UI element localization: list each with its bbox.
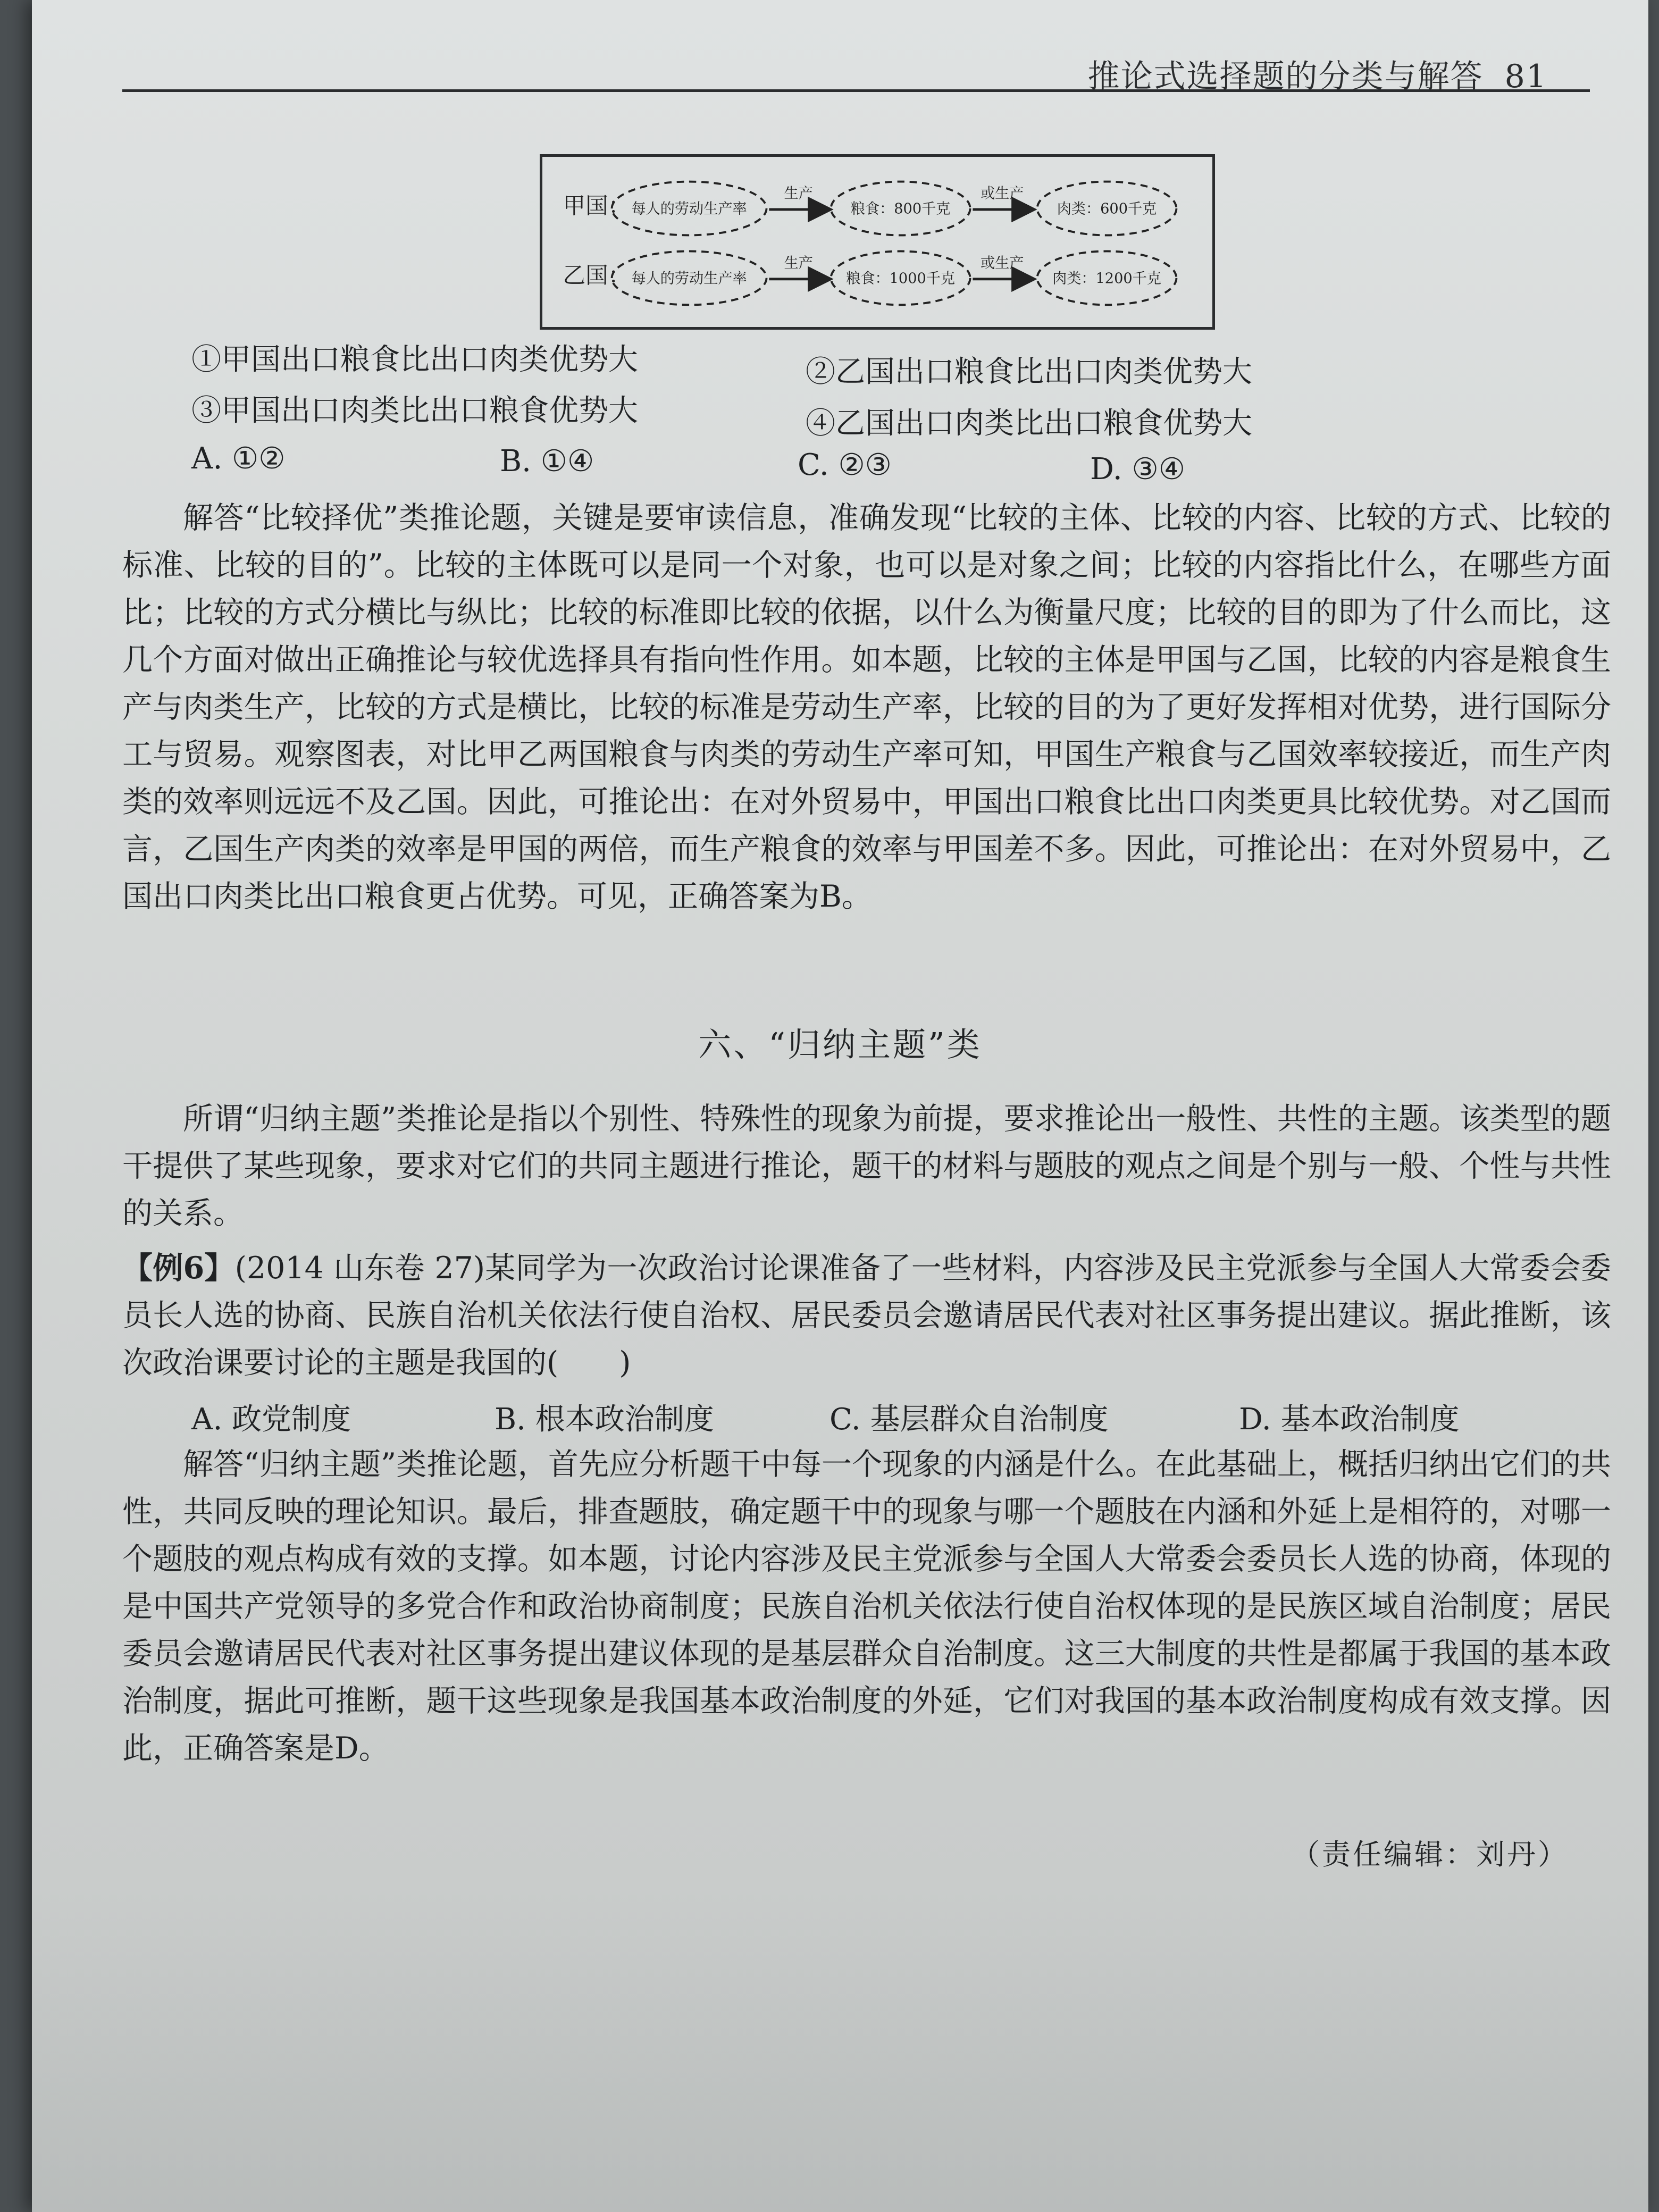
row2-target2: 肉类：1200千克	[1052, 270, 1161, 287]
page-shadow	[32, 1893, 1648, 2212]
row2-arrow2-label: 或生产	[980, 255, 1024, 272]
choice-a: A. ①②	[191, 441, 286, 476]
row1-arrow1-label: 生产	[784, 185, 813, 202]
example-options	[122, 1396, 1611, 1438]
example-option-b: B. 根本政治制度	[495, 1402, 714, 1437]
example-option-c: C. 基层群众自治制度	[830, 1402, 1109, 1437]
choice-d: D. ③④	[1090, 452, 1185, 487]
editor-note: （责任编辑：刘丹）	[1291, 1838, 1569, 1871]
header-title: 推论式选择题的分类与解答	[1087, 58, 1484, 95]
row1-source: 每人的劳动生产率	[631, 200, 747, 217]
row2-source: 每人的劳动生产率	[631, 270, 747, 287]
example-option-d: D. 基本政治制度	[1239, 1402, 1460, 1437]
production-diagram	[540, 154, 1215, 330]
book-page	[32, 0, 1648, 2212]
row2-arrow1-label: 生产	[784, 255, 813, 272]
statement-4: ④乙国出口肉类比出口粮食优势大	[806, 406, 1252, 441]
statement-3: ③甲国出口肉类比出口粮食优势大	[191, 393, 638, 428]
intro-paragraph: 所谓“归纳主题”类推论是指以个别性、特殊性的现象为前提，要求推论出一般性、共性的主题。该类型的题干提供了某些现象，要求对它们的共同主题进行推论，题干的材料与题肢的观点之间是个别与一般、个性与共性的关系。	[122, 1101, 1611, 1231]
row1-target2: 肉类：600千克	[1057, 200, 1157, 217]
answer-paragraph-2: 解答“归纳主题”类推论题，首先应分析题干中每一个现象的内涵是什么。在此基础上，概括归纳出它们的共性，共同反映的理论知识。最后，排查题肢，确定题干中的现象与哪一个题肢在内涵和外延上是相符的，对哪一个题肢的观点构成有效的支撑。如本题，讨论内容涉及民主党派参与全国人大常委会委员长人选的协商，体现的是中国共产党领导的多党合作和政治协商制度；民族自治机关依法行使自治权体现的是民族区域自治制度；居民委员会邀请居民代表对社区事务提出建议体现的是基层群众自治制度。这三大制度的共性是都属于我国的基本政治制度，据此可推断，题干这些现象是我国基本政治制度的外延，它们对我国的基本政治制度构成有效支撑。因此，正确答案是D。	[122, 1447, 1611, 1766]
choice-c: C. ②③	[798, 448, 892, 482]
statement-2: ②乙国出口粮食比出口肉类优势大	[806, 355, 1252, 389]
row2-country: 乙国：	[563, 262, 631, 289]
row1-country: 甲国：	[563, 192, 631, 220]
answer-choices	[191, 441, 1361, 487]
answer-paragraph-1: 解答“比较择优”类推论题，关键是要审读信息，准确发现“比较的主体、比较的内容、比较的方式、比较的标准、比较的目的”。比较的主体既可以是同一个对象，也可以是对象之间；比较的内容指比什么，在哪些方面比；比较的方式分横比与纵比；比较的标准即比较的依据，以什么为衡量尺度；比较的目的即为了什么而比，这几个方面对做出正确推论与较优选择具有指向性作用。如本题，比较的主体是甲国与乙国，比较的内容是粮食生产与肉类生产，比较的方式是横比，比较的标准是劳动生产率，比较的目的为了更好发挥相对优势，进行国际分工与贸易。观察图表，对比甲乙两国粮食与肉类的劳动生产率可知，甲国生产粮食与乙国效率较接近，而生产肉类的效率则远远不及乙国。因此，可推论出：在对外贸易中，甲国出口粮食比出口肉类更具比较优势。对乙国而言，乙国生产肉类的效率是甲国的两倍，而生产粮食的效率与甲国差不多。因此，可推论出：在对外贸易中，乙国出口肉类比出口粮食更占优势。可见，正确答案为B。	[122, 500, 1611, 914]
header-rule	[122, 89, 1590, 92]
row2-target1: 粮食：1000千克	[846, 270, 956, 287]
choice-b: B. ①④	[500, 444, 594, 479]
statement-1: ①甲国出口粮食比出口肉类优势大	[191, 342, 638, 377]
section-title: 六、“归纳主题”类	[698, 1025, 982, 1064]
example-question	[122, 1244, 1611, 1387]
diagram-svg	[542, 157, 1212, 327]
example-text: (2014 山东卷 27)某同学为一次政治讨论课准备了一些材料，内容涉及民主党派参与全国人大常委会委员长人选的协商、民族自治机关依法行使自治权、居民委员会邀请居民代表对社区事务提出建议。据此推断，该次政治课要讨论的主题是我国的( )	[122, 1251, 1611, 1380]
row1-target1: 粮食：800千克	[850, 200, 951, 217]
example-option-a: A. 政党制度	[191, 1402, 351, 1437]
page-number: 81	[1504, 58, 1547, 95]
example-label: 【例6】	[122, 1250, 235, 1286]
row1-arrow2-label: 或生产	[980, 185, 1024, 202]
